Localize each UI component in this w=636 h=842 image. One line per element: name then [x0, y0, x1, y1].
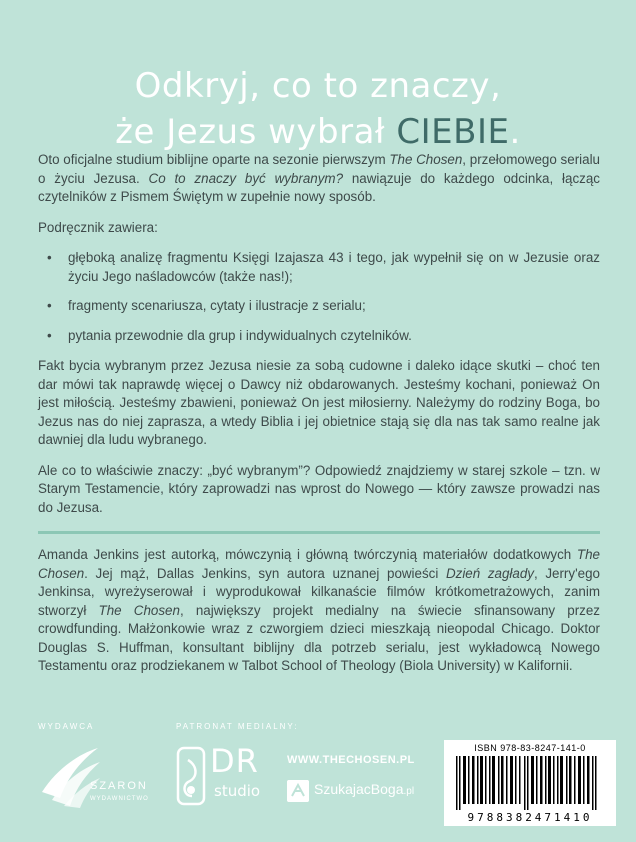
bio-title-3: The Chosen: [98, 602, 180, 618]
headline-line2-suffix: .: [509, 111, 521, 152]
dr-logo-subtext: studio: [214, 782, 261, 800]
section-divider: [38, 531, 600, 534]
szukajacboga-logo-icon: [287, 780, 309, 802]
bio-title-2: Dzień zagłady: [445, 565, 534, 581]
intro-title-2: Co to znaczy być wybranym?: [148, 170, 344, 186]
list-item: • pytania przewodnie dla grup i indywidualnych czytelników.: [38, 327, 600, 346]
headline: [0, 63, 636, 155]
media-patron-label: PATRONAT MEDIALNY:: [176, 722, 299, 731]
description-body: [38, 151, 600, 529]
contents-list: [38, 249, 600, 345]
dr-logo-text: DR: [210, 742, 259, 780]
barcode: [444, 740, 616, 826]
bio-title-1: The Chosen: [38, 547, 600, 581]
bio-text-4: , największy projekt medialny na świecie sfinansowany przez crowdfunding. Małżonkowie wraz z czworgiem dzieci mieszkają nieopodal Chicago. Doktor Douglas S. Huffman, konsultant biblijny dla potrzeb serialu, jest wykładowcą Nowego Testamentu oraz prodziekanem w Talbot School of Theology (Biola University) w Kalifornii.: [38, 602, 601, 673]
isbn-text: ISBN 978-83-8247-141-0: [474, 743, 586, 753]
headline-accent: CIEBIE: [396, 111, 510, 152]
szukajacboga-logo-text: [314, 781, 414, 797]
fact-paragraph: Fakt bycia wybranym przez Jezusa niesie za sobą cudowne i daleko idące skutki – choć ten dar mówi tak naprawdę więcej o Dawcy niż obdarowanych. Jesteśmy kochani, ponieważ On jest miłością. Jesteśmy zbawieni, ponieważ On jest miłosierny. Należymy do rodziny Boga, bo Jezus nas do niej zaprasza, a wtedy Biblia i jej obietnice stają się dla nas tak samo realne jak dawniej dla ludu wybranego.: [38, 358, 600, 447]
intro-paragraph: [38, 151, 600, 207]
bio-text-2: . Jej mąż, Dallas Jenkins, syn autora uznanej powieści: [84, 565, 446, 581]
authors-bio: [38, 546, 600, 676]
dr-studio-logo-icon: [176, 746, 208, 806]
publisher-label: WYDAWCA: [38, 722, 95, 731]
bio-text-1: Amanda Jenkins jest autorką, mówczynią i główną twórczynią materiałów dodatkowych: [38, 547, 577, 562]
publisher-sub: WYDAWNICTWO: [90, 796, 149, 802]
intro-text-1: Oto oficjalne studium biblijne oparte na sezonie pierwszym: [38, 152, 390, 167]
thechosen-website: WWW.THECHOSEN.PL: [287, 754, 415, 766]
barcode-bars-icon: [452, 756, 608, 810]
intro-text-2: , przełomowego serialu o życiu Jezusa.: [38, 152, 600, 186]
question-paragraph: Ale co to właściwie znaczy: „być wybranym”? Odpowiedź znajdziemy w starej szkole – tzn. w Starym Testamencie, który zaprowadzi nas wprost do Nowego — który zawsze prowadzi nas do Jezusa.: [38, 462, 600, 515]
szukajacboga-tld: .pl: [403, 786, 415, 797]
headline-line1: Odkryj, co to znaczy,: [134, 65, 502, 106]
bio-text-3: , Jerry'ego Jenkinsa, wyreżyserował i wyprodukował kilkanaście filmów krótkometrażowych, zanim stworzył: [38, 565, 600, 618]
ean-digits: 9788382471410: [467, 811, 593, 824]
headline-line2-prefix: że Jezus wybrał: [115, 111, 397, 152]
intro-title-1: The Chosen: [389, 152, 463, 167]
publisher-name: SZARON: [90, 780, 148, 792]
list-item: • głęboką analizę fragmentu Księgi Izajasza 43 i tego, jak wypełnił się on w Jezusie oraz życiu Jego naśladowców (także nas!);: [38, 249, 600, 286]
contents-heading: Podręcznik zawiera:: [38, 219, 158, 235]
list-item: • fragmenty scenariusza, cytaty i ilustracje z serialu;: [38, 297, 600, 316]
szukajacboga-name: SzukajacBoga: [314, 781, 404, 797]
intro-text-3: nawiązuje do każdego odcinka, łącząc czytelników z Pismem Świętym w zupełnie nowy sposób.: [38, 170, 600, 204]
